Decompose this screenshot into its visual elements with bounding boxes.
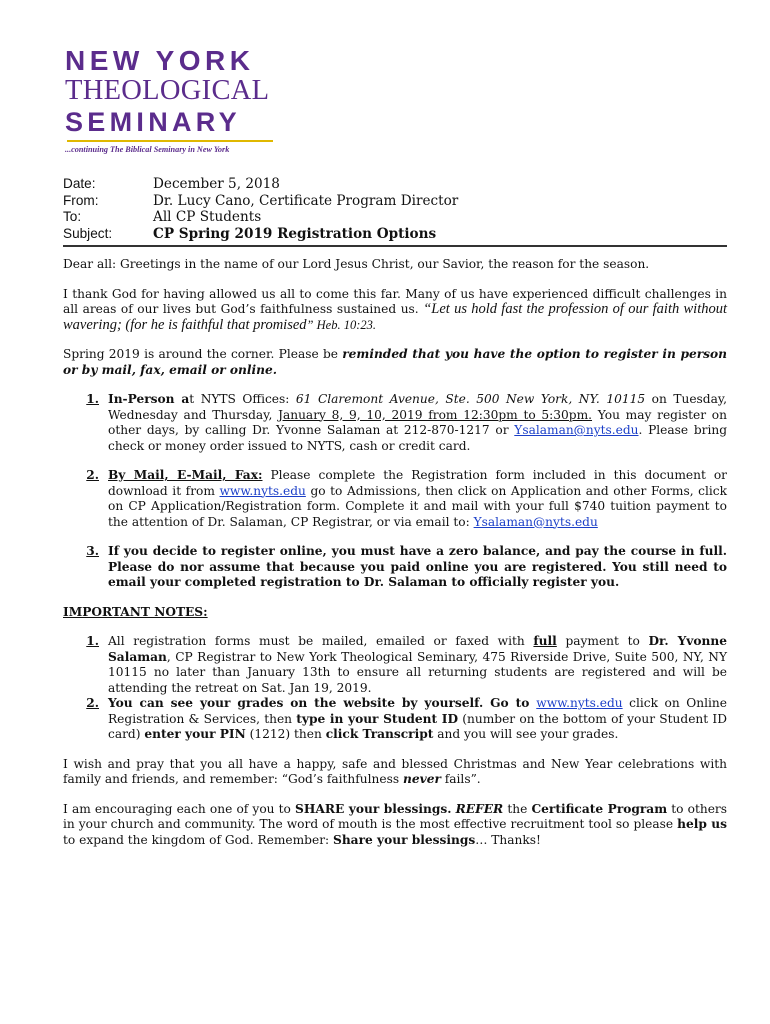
logo-line-theological: THEOLOGICAL: [65, 75, 270, 106]
option-online: [63, 544, 727, 591]
header-divider: [63, 245, 727, 247]
subject-label: Subject:: [63, 225, 113, 241]
from-label: From:: [63, 192, 99, 208]
nyts-logo: [65, 46, 280, 154]
never-emphasis: never: [403, 772, 441, 786]
text-run: Share your blessings: [333, 832, 476, 847]
note-number: 1.: [86, 634, 99, 648]
date-value: December 5, 2018: [153, 176, 280, 192]
from-value: Dr. Lucy Cano, Certificate Program Director: [153, 192, 459, 209]
text-run: click on Online Registration & Services, then: [108, 696, 727, 726]
option-number: 1.: [86, 392, 99, 406]
option-in-person: [63, 392, 727, 454]
text-run: I wish and pray that you all have a happy, safe and blessed Christmas and New Year celebrations with family and friends, and remember: “God’s faithfulness: [63, 756, 727, 786]
note-text: [108, 696, 727, 743]
option-mail: [63, 468, 727, 530]
text-run: . Please bring check or money order issued to NYTS, cash or credit card.: [108, 423, 728, 453]
memo-from-row: [63, 193, 727, 210]
text-run: , CP Registrar to New York Theological Seminary, 475 Riverside Drive, Suite 500, NY, NY 10115 no later than January 13th to ensure all returning students are registered and will be attending the retreat on Sat. Jan 19, 2019.: [108, 649, 727, 695]
text-run: go to Admissions, then click on Application and other Forms, click on CP Application/Registration form. Complete it and mail with your full $740 tuition payment to the attention of Dr. Salaman, CP Registrar, or via email to:: [108, 483, 727, 529]
text-run: All registration forms must be mailed, emailed or faxed with: [108, 634, 534, 648]
text-run: You can see your grades on the website by yourself. Go to: [108, 696, 537, 710]
scripture-quote: “Let us hold fast the profession of our faith without wavering; (for he is faithful that promised: [63, 301, 728, 333]
option-number: 3.: [86, 544, 99, 558]
text-run: on Tuesday, Wednesday and Thursday,: [108, 392, 728, 422]
to-label: To:: [63, 209, 82, 224]
logo-line-new-york: NEW YORK: [65, 45, 255, 76]
text-run: help us: [677, 817, 727, 831]
note-grades: [63, 696, 727, 743]
text-run: REFER: [455, 801, 504, 816]
greeting-text: Dear all: Greetings in the name of our Lord Jesus Christ, our Savior, the reason for the season.: [63, 257, 650, 271]
registration-options-list: [63, 392, 727, 591]
text-run: to expand the kingdom of God. Remember:: [63, 832, 334, 847]
website-link[interactable]: www.nyts.edu: [536, 696, 623, 710]
note-deadline: [63, 634, 727, 696]
text-run: Please complete the Registration form included in this document or download it from: [108, 468, 727, 498]
registrar-name: Dr. Yvonne Salaman: [108, 634, 727, 664]
website-link[interactable]: www.nyts.edu: [219, 483, 306, 498]
option-text: [108, 468, 727, 530]
text-run: (1212) then: [245, 727, 326, 741]
note-text: [108, 634, 727, 696]
memo-body: [63, 257, 727, 862]
text-run: enter your PIN: [144, 727, 246, 741]
reminder-paragraph: [63, 347, 727, 378]
logo-tagline: ...continuing The Biblical Seminary in New York: [65, 145, 230, 154]
important-notes-heading: IMPORTANT NOTES:: [63, 604, 208, 619]
closing-paragraph: [63, 802, 727, 849]
text-run: Certificate Program: [531, 801, 668, 816]
date-label: Date:: [63, 176, 96, 191]
text-run: I am encouraging each one of you to: [63, 801, 296, 816]
reminder-text: Spring 2019 is around the corner. Please be: [63, 347, 343, 361]
text-run: to others in your church and community. The word of mouth is the most effective recruitment tool so please: [63, 801, 728, 831]
text-run: the: [503, 801, 532, 816]
text-run: and you will see your grades.: [433, 727, 619, 741]
registration-dates: January 8, 9, 10, 2019 from 12:30pm to 5:30pm.: [278, 407, 593, 422]
reminder-emphasis: reminded that you have the option to register in person or by mail, fax, email or online.: [63, 347, 728, 377]
option-text: If you decide to register online, you must have a zero balance, and pay the course in full. Please do nor assume that because you paid online you are registered. You still need to email your completed registration to Dr. Salaman to officially register you.: [108, 544, 727, 589]
text-run: type in your Student ID: [296, 711, 459, 726]
text-run: (number on the bottom of your Student ID card): [108, 711, 727, 741]
text-run: fails”.: [440, 772, 481, 786]
full-emphasis: full: [533, 634, 557, 648]
option-text: [108, 392, 727, 454]
logo-line-seminary: SEMINARY: [65, 107, 241, 137]
email-link[interactable]: Ysalaman@nyts.edu: [473, 514, 598, 529]
wishes-paragraph: [63, 757, 727, 788]
greeting-paragraph: [63, 257, 727, 273]
text-run: You may register on other days, by calling Dr. Yvonne Salaman at 212-870-1217 or: [108, 407, 727, 437]
memo-subject-row: [63, 226, 727, 243]
logo-rule: [67, 140, 273, 142]
memo-header: [63, 176, 727, 247]
scripture-reference: ” Heb. 10:23.: [306, 317, 376, 332]
option-number: 2.: [86, 468, 99, 482]
memo-to-row: [63, 209, 727, 226]
text-run: SHARE your blessings.: [295, 801, 452, 816]
note-number: 2.: [86, 696, 99, 710]
office-address: 61 Claremont Avenue, Ste. 500 New York, NY. 10115: [295, 392, 646, 406]
text-run: click Transcript: [325, 727, 434, 741]
subject-value: CP Spring 2019 Registration Options: [153, 225, 437, 242]
option-title: In-Person a: [108, 392, 190, 406]
memo-date-row: [63, 176, 727, 193]
text-run: payment to: [556, 634, 649, 648]
thanks-paragraph: [63, 287, 727, 334]
to-value: All CP Students: [153, 209, 262, 225]
email-link[interactable]: Ysalaman@nyts.edu: [514, 423, 639, 437]
option-title: By Mail, E-Mail, Fax:: [108, 468, 263, 482]
thanks-text: I thank God for having allowed us all to come this far. Many of us have experienced difficult challenges in all areas of our lives but God’s faithfulness sustained us.: [63, 286, 727, 316]
important-notes-list: [63, 634, 727, 743]
text-run: … Thanks!: [475, 832, 541, 847]
text-run: t NYTS Offices:: [189, 392, 296, 406]
